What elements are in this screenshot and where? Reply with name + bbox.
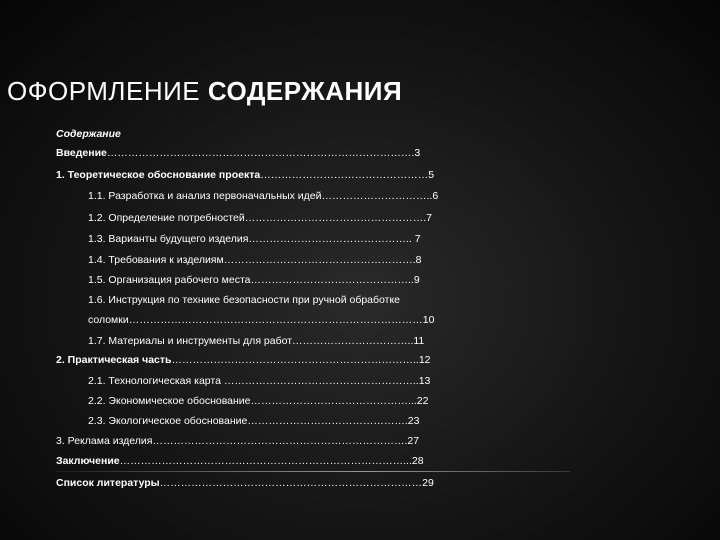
- toc-leader: ………………………………………..: [250, 274, 414, 286]
- toc-row: [88, 232, 421, 246]
- toc-leader: ……………………………………………………………..: [171, 354, 419, 366]
- toc-row: [56, 476, 434, 490]
- toc-row: [88, 189, 438, 203]
- toc-label: 1.6. Инструкция по технике безопасности при ручной обработке: [88, 294, 400, 306]
- toc-row: [88, 334, 424, 348]
- toc-page: 12: [418, 354, 431, 366]
- toc-label: 1.2. Определение потребностей: [88, 212, 245, 224]
- toc-page: 22: [416, 395, 429, 407]
- toc-page: 29: [422, 477, 434, 489]
- toc-row: [56, 454, 424, 468]
- toc-page: 7: [426, 212, 432, 224]
- toc-page: 5: [428, 169, 435, 181]
- toc-label: 2.1. Технологическая карта: [88, 375, 224, 387]
- toc-page: 3: [414, 147, 421, 159]
- toc-page: 23: [407, 415, 420, 427]
- toc-row: [56, 353, 431, 367]
- toc-label: 2. Практическая часть: [56, 354, 172, 366]
- toc-row: [88, 414, 419, 428]
- toc-page: 11: [413, 335, 425, 347]
- toc-row: [88, 394, 428, 408]
- toc-leader: …………………………..: [321, 190, 433, 202]
- title-regular: ОФОРМЛЕНИЕ: [7, 76, 208, 106]
- toc-page: 6: [432, 190, 439, 202]
- toc-row: [88, 253, 421, 267]
- toc-leader: …………………………………………………………………………: [128, 314, 423, 326]
- toc-row: [88, 211, 432, 225]
- toc-row: [56, 146, 420, 160]
- toc-leader: ……………………………………………….: [223, 254, 416, 266]
- toc-row: [56, 434, 419, 448]
- toc-row: [88, 374, 430, 388]
- toc-leader: …………………………………………………………………………….: [106, 147, 415, 159]
- toc-leader: …………………………………………: [260, 169, 429, 181]
- toc-leader: …………………………………………………………………: [159, 477, 423, 489]
- toc-leader: ……………………………………….: [247, 415, 408, 427]
- toc-leader: ………………………………………...: [250, 395, 417, 407]
- toc-label: Введение: [56, 147, 107, 159]
- toc-label: Заключение: [56, 455, 120, 467]
- toc-leader: ……………………………..: [292, 335, 414, 347]
- toc-leader: ………………………………………………………………………...: [119, 455, 412, 467]
- toc-label: соломки: [88, 314, 129, 326]
- slide-title: [7, 76, 402, 107]
- toc-label: 1.7. Материалы и инструменты для работ: [88, 335, 293, 347]
- toc-leader: ……………………………………………………………….: [152, 435, 408, 447]
- toc-leader: ………………………………………………..: [223, 375, 419, 387]
- toc-row: [88, 313, 434, 327]
- toc-label: 2.2. Экономическое обоснование: [88, 395, 251, 407]
- toc-page: 27: [407, 435, 420, 447]
- toc-leader: ………………………………………..: [248, 233, 415, 245]
- toc-heading: Содержание: [56, 128, 121, 140]
- title-bold: СОДЕРЖАНИЯ: [207, 76, 403, 106]
- toc-label: Список литературы: [56, 477, 160, 489]
- toc-page: 28: [411, 455, 424, 467]
- toc-page: 13: [418, 375, 431, 387]
- divider-line: [55, 471, 570, 472]
- toc-label: 2.3. Экологическое обоснование: [88, 415, 248, 427]
- toc-page: 9: [413, 274, 420, 286]
- toc-label: 1.3. Варианты будущего изделия: [88, 233, 249, 245]
- toc-label: 1. Теоретическое обоснование проекта: [56, 169, 261, 181]
- toc-row: [88, 273, 420, 287]
- toc-label: 1.4. Требования к изделиям: [88, 254, 224, 266]
- toc-page: 10: [422, 314, 435, 326]
- toc-row: [88, 293, 400, 307]
- toc-row: [56, 168, 434, 182]
- toc-leader: …………………………………………….: [244, 212, 427, 224]
- toc-page: 8: [415, 254, 422, 266]
- toc-label: 1.5. Организация рабочего места: [88, 274, 251, 286]
- toc-page: 7: [414, 233, 421, 245]
- toc-label: 3. Реклама изделия: [56, 435, 153, 447]
- toc-label: 1.1. Разработка и анализ первоначальных идей: [88, 190, 322, 202]
